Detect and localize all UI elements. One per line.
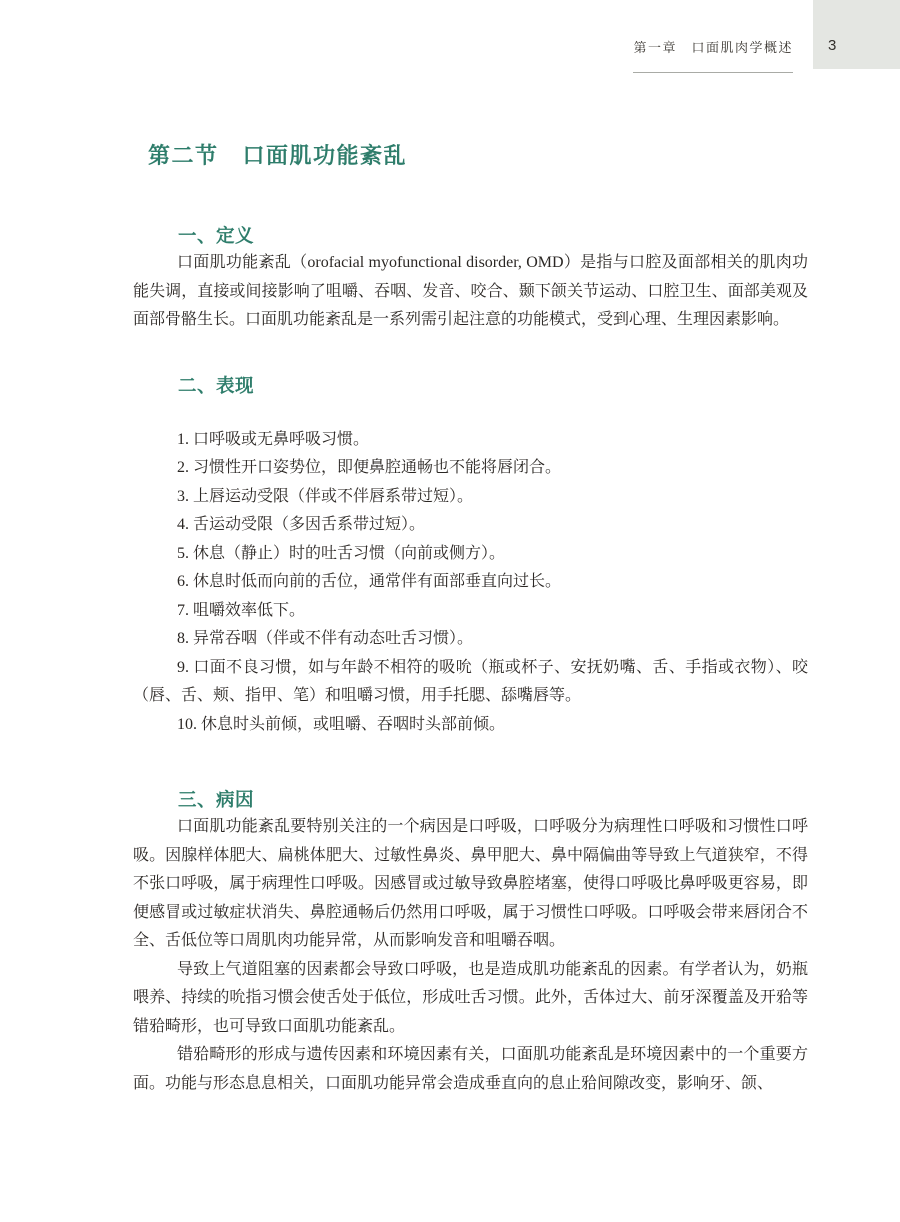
list-item: 1. 口呼吸或无鼻呼吸习惯。 (177, 430, 370, 448)
heading-presentation: 二、表现 (178, 374, 255, 396)
paragraph-etiology: 口面肌功能紊乱要特别关注的一个病因是口呼吸，口呼吸分为病理性口呼吸和习惯性口呼吸。因腺样体肥大、扁桃体肥大、过敏性鼻炎、鼻甲肥大、鼻中隔偏曲等导致上气道狭窄，不得不张口呼吸，属于病理性口呼吸。因感冒或过敏导致鼻腔堵塞，使得口呼吸比鼻呼吸更容易，即便感冒或过敏症状消失、鼻腔通畅后仍然用口呼吸，属于习惯性口呼吸。口呼吸会带来唇闭合不全、舌低位等口周肌肉功能异常，从而影响发音和咀嚼吞咽。 (133, 818, 808, 949)
page-number: 3 (828, 37, 837, 54)
paragraph-etiology: 导致上气道阻塞的因素都会导致口呼吸，也是造成肌功能紊乱的因素。有学者认为，奶瓶喂养、持续的吮指习惯会使舌处于低位，形成吐舌习惯。此外，舌体过大、前牙深覆盖及开𬌗等错𬌗畸形，也可导致口面肌功能紊乱。 (133, 960, 808, 1035)
section-label: 第二节 (148, 143, 219, 168)
list-item: 5. 休息（静止）时的吐舌习惯（向前或侧方）。 (177, 544, 506, 562)
list-item: 10. 休息时头前倾，或咀嚼、吞咽时头部前倾。 (177, 715, 506, 733)
list-item: 6. 休息时低而向前的舌位，通常伴有面部垂直向过长。 (177, 573, 562, 590)
heading-etiology: 三、病因 (178, 789, 255, 810)
list-item: 7. 咀嚼效率低下。 (177, 601, 306, 619)
list-item: 9. 口面不良习惯，如与年龄不相符的吸吮（瓶或杯子、安抚奶嘴、舌、手指或衣物）、咬（唇、舌、颊、指甲、笔）和咀嚼习惯，用手托腮、舔嘴唇等。 (133, 658, 808, 704)
list-item: 2. 习惯性开口姿势位，即便鼻腔通畅也不能将唇闭合。 (177, 459, 562, 476)
section-name: 口面肌功能紊乱 (242, 143, 408, 168)
section-title (133, 141, 808, 171)
running-head-chapter: 第一章 口面肌肉学概述 (633, 40, 793, 73)
presentation-list (133, 426, 808, 740)
list-item: 8. 异常吞咽（伴或不伴有动态吐舌习惯）。 (177, 630, 474, 647)
paragraph-definition: 口面肌功能紊乱（orofacial myofunctional disorder, OMD）是指与口腔及面部相关的肌肉功能失调，直接或间接影响了咀嚼、吞咽、发音、咬合、颞下颌关节运动、口腔卫生、面部美观及面部骨骼生长。口面肌功能紊乱是一系列需引起注意的功能模式，受到心理、生理因素影响。 (133, 254, 808, 328)
page-number-tab (813, 0, 900, 69)
list-item: 3. 上唇运动受限（伴或不伴唇系带过短）。 (177, 487, 474, 505)
list-item: 4. 舌运动受限（多因舌系带过短）。 (177, 516, 426, 533)
paragraph-etiology: 错𬌗畸形的形成与遗传因素和环境因素有关，口面肌功能紊乱是环境因素中的一个重要方面。功能与形态息息相关，口面肌功能异常会造成垂直向的息止𬌗间隙改变，影响牙、颌、 (133, 1046, 808, 1092)
heading-definition: 一、定义 (178, 225, 255, 246)
